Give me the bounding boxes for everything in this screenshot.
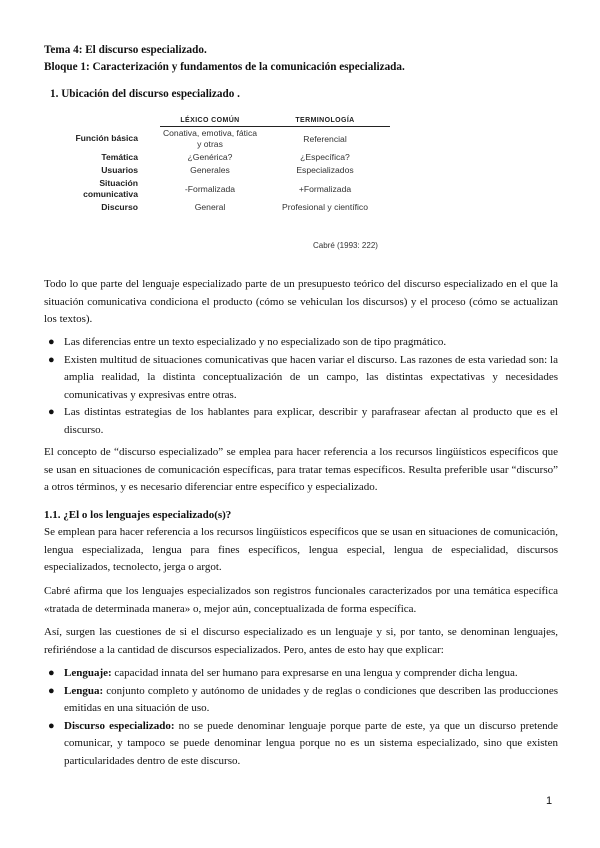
table-corner-cell <box>56 115 160 127</box>
list-item <box>44 718 558 771</box>
row-label: Temática <box>101 152 138 162</box>
tema-heading: Tema 4: El discurso especializado. <box>44 44 207 56</box>
definition-text: capacidad innata del ser humano para expresarse en una lengua y comprender dicha lengua. <box>111 667 518 679</box>
list-item <box>44 334 558 352</box>
page-number: 1 <box>546 795 553 807</box>
definition-term: Discurso especializado: <box>64 719 175 732</box>
row-label: Usuarios <box>101 165 138 175</box>
list-item-text: Las diferencias entre un texto especializado y no especializado son de tipo pragmático. <box>64 336 447 348</box>
cell-lexico-comun: -Formalizada <box>184 183 236 194</box>
cell-terminologia: Especializados <box>296 165 354 175</box>
cell-terminologia: Referencial <box>303 133 347 144</box>
cell-terminologia: Profesional y científico <box>282 202 368 212</box>
table-row <box>56 177 390 201</box>
bullet-icon: ● <box>48 667 55 679</box>
list-item-text: Las distintas estrategias de los hablantes para explicar, describir y parafrasear afectan al producto que es el discurso. <box>64 406 558 436</box>
comparison-table <box>56 115 390 214</box>
definition-term: Lengua: <box>64 684 104 697</box>
cell-lexico-comun: Conativa, emotiva, fática y otras <box>162 128 258 149</box>
col-header-lexico-comun: LÉXICO COMÚN <box>160 115 260 127</box>
row-label: Situación comunicativa <box>83 178 138 199</box>
table-row <box>56 164 390 177</box>
cell-terminologia: ¿Específica? <box>300 152 350 162</box>
section-1-title: 1. Ubicación del discurso especializado . <box>50 88 240 100</box>
cell-terminologia: +Formalizada <box>298 183 352 194</box>
cell-lexico-comun: Generales <box>190 165 230 175</box>
paragraph-cuestiones: Así, surgen las cuestiones de si el discurso especializado es un lenguaje y si, por tanto, se denominan lenguajes, refiriéndose a la cantidad de discursos especializados. Pero, antes de esto hay que explicar: <box>44 626 558 656</box>
bullet-icon: ● <box>48 684 55 697</box>
cell-lexico-comun: General <box>194 202 226 212</box>
paragraph-intro: Todo lo que parte del lenguaje especializado parte de un presupuesto teórico del discurso especializado en el que la situación comunicativa condiciona el producto (cómo se vehiculan los discursos) y el proceso (cómo se actualizan los textos). <box>44 278 558 325</box>
bullet-icon: ● <box>48 353 55 366</box>
cell-lexico-comun: ¿Genérica? <box>187 152 233 162</box>
list-item-text: Existen multitud de situaciones comunicativas que hacen variar el discurso. Las razones de esta variedad son: la amplia realidad, la distinta conceptualización de un campo, las distintas expectativas y necesidades comunicativas y expresivas entre otras. <box>64 353 558 401</box>
definition-text: no se puede denominar lenguaje porque parte de este, ya que un discurso pretende comunicar, y tampoco se puede denominar lengua porque no es un sistema especializado, sino que existen particularidades dentro de este discurso. <box>64 719 558 767</box>
bullet-icon: ● <box>48 406 55 418</box>
row-label: Discurso <box>101 202 138 212</box>
bullet-list-1 <box>44 334 558 439</box>
col-header-terminologia: TERMINOLOGÍA <box>260 115 390 127</box>
table-row <box>56 151 390 164</box>
section-1-1-title: 1.1. ¿El o los lenguajes especializado(s)? <box>44 509 232 521</box>
bullet-list-2 <box>44 665 558 770</box>
table-row <box>56 201 390 214</box>
bullet-icon: ● <box>48 336 55 348</box>
definition-text: conjunto completo y autónomo de unidades y de reglas o condiciones que describen las producciones emitidas en una situación de uso. <box>64 684 558 714</box>
paragraph-cabre: Cabré afirma que los lenguajes especializados son registros funcionales caracterizados por una temática específica «tratada de determinada manera» o, mejor aún, conceptualizada de forma específica. <box>44 585 558 615</box>
list-item <box>44 404 558 439</box>
paragraph-concepto: El concepto de “discurso especializado” se emplea para hacer referencia a los recursos lingüísticos específicos que se usan en situaciones de comunicación específicas, para tratar temas específicos. Resulta preferible usar “discurso” a otros términos, y es necesario diferenciar entre específico y especializado. <box>44 446 558 493</box>
paragraph-1-1: Se emplean para hacer referencia a los recursos lingüísticos específicos que se usan en situaciones de comunicación, lengua especializada, lengua para fines específicos, lengua especial, lengua de especialidad, discursos especializados, tecnolecto, jerga o argot. <box>44 526 558 573</box>
list-item <box>44 665 558 683</box>
bloque-heading: Bloque 1: Caracterización y fundamentos de la comunicación especializada. <box>44 61 405 73</box>
definition-term: Lenguaje: <box>64 667 112 679</box>
list-item <box>44 352 558 405</box>
table-citation: Cabré (1993: 222) <box>313 241 378 250</box>
bullet-icon: ● <box>48 719 55 732</box>
row-label: Función básica <box>75 133 138 144</box>
list-item <box>44 683 558 718</box>
table-row <box>56 127 390 152</box>
